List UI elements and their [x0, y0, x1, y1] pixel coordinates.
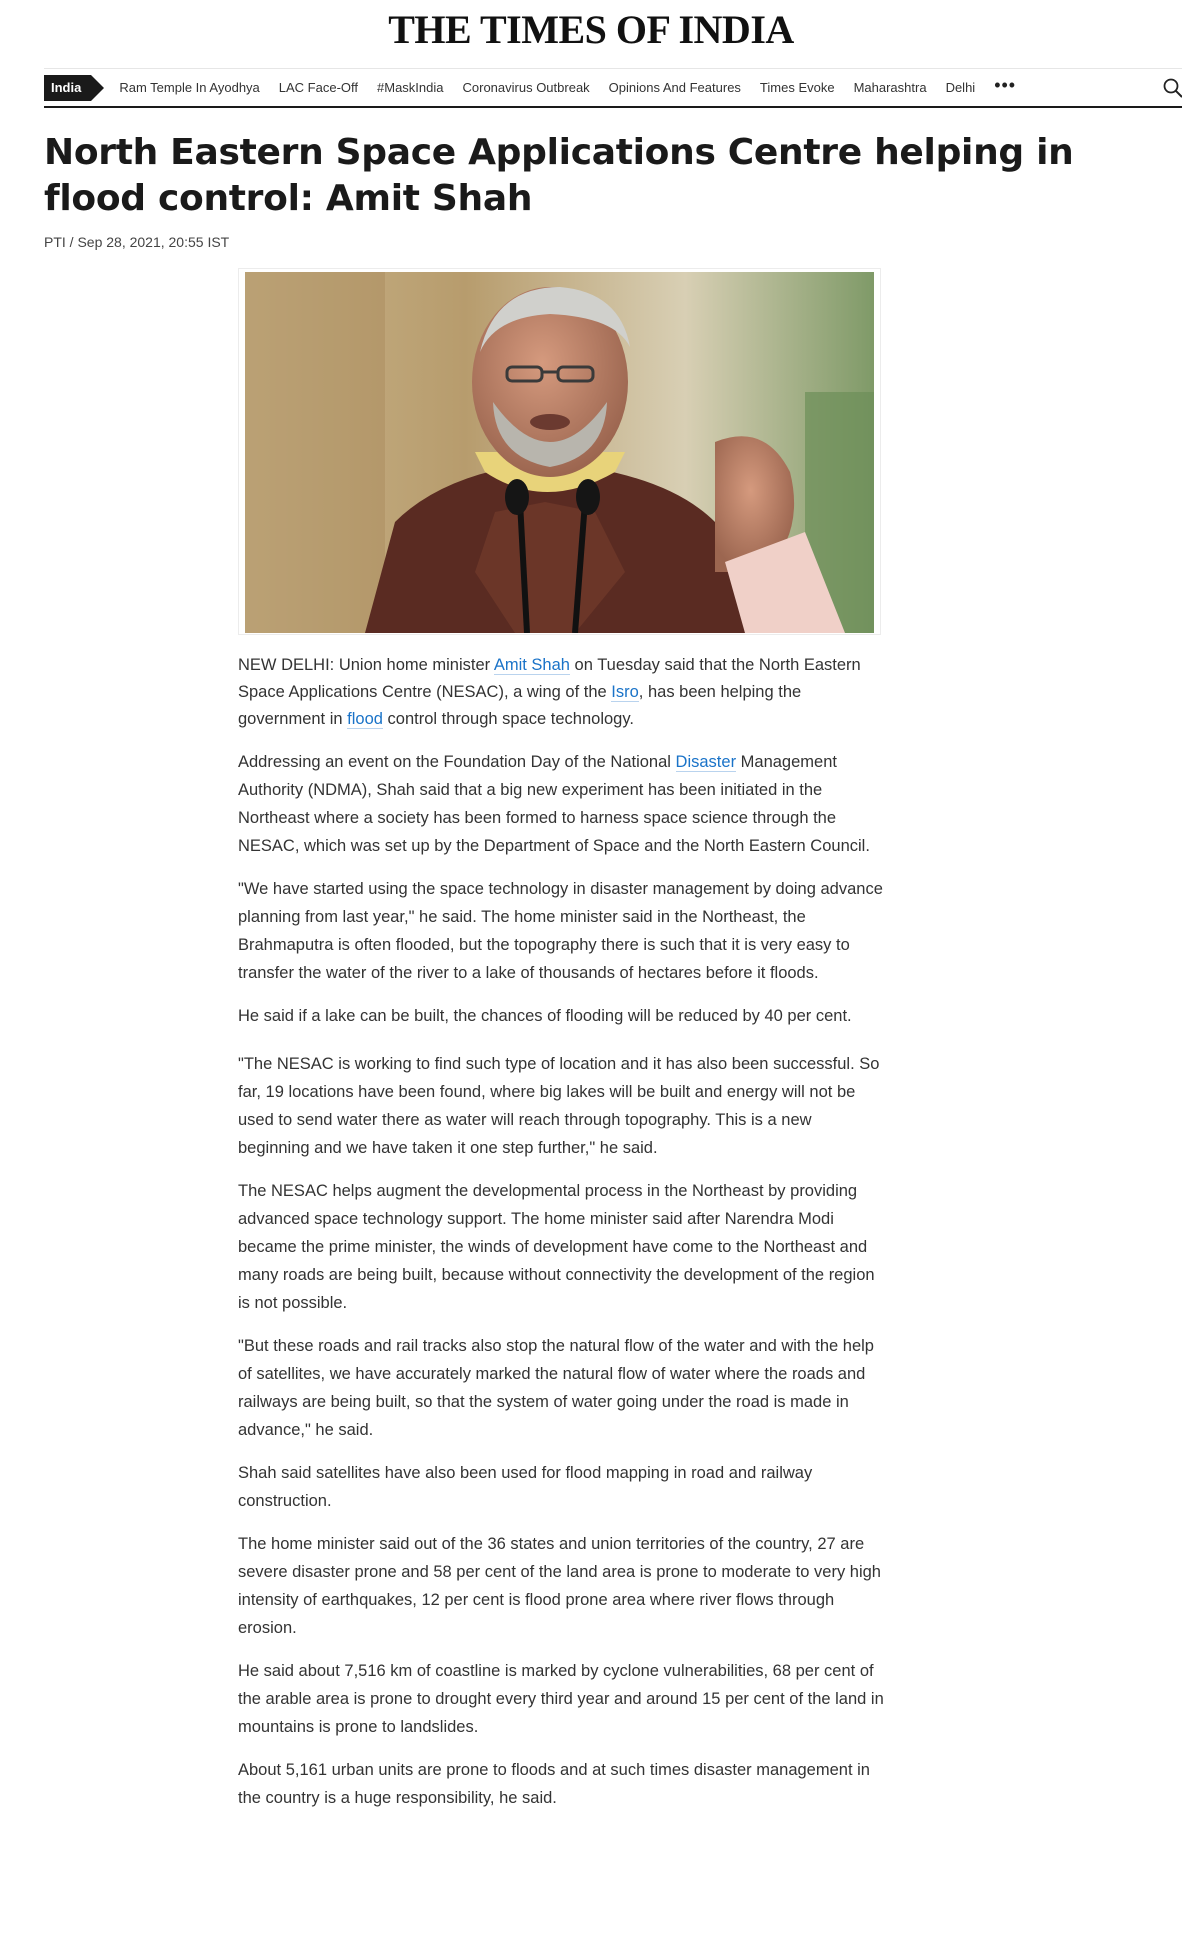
article-paragraph: Addressing an event on the Foundation Day of the National Disaster Management Authority (NDMA), Shah said that a big new experiment has been initiated in the Northeast where a society has been formed to harness space science through the NESAC, which was set up by the Department of Space and the North Eastern Council. — [238, 753, 870, 855]
nav-item-coronavirus[interactable]: Coronavirus Outbreak — [462, 80, 590, 95]
link-isro[interactable]: Isro — [611, 683, 639, 701]
search-icon[interactable] — [1162, 77, 1182, 99]
nav-item-lac-face-off[interactable]: LAC Face-Off — [278, 80, 359, 95]
nav-item-times-evoke[interactable]: Times Evoke — [759, 80, 835, 95]
nav-item-opinions[interactable]: Opinions And Features — [608, 80, 741, 95]
link-disaster[interactable]: Disaster — [675, 753, 737, 771]
nav-item-ram-temple[interactable]: Ram Temple In Ayodhya — [119, 80, 260, 95]
link-amit-shah[interactable]: Amit Shah — [493, 656, 570, 674]
article-byline: PTI / Sep 28, 2021, 20:55 IST — [44, 234, 230, 250]
link-flood[interactable]: flood — [347, 710, 383, 728]
article-paragraph: "The NESAC is working to find such type of location and it has also been successful. So far, 19 locations have been found, where big lakes will be built and energy will not be used to send water there as water will reach through topography. This is a new beginning and we have taken it one step further," he said. — [238, 1055, 880, 1157]
nav-section-tag[interactable]: India — [44, 75, 91, 101]
photo-amit-shah-icon — [245, 272, 874, 633]
article-paragraph: "We have started using the space technology in disaster management by doing advance planning from last year," he said. The home minister said in the Northeast, the Brahmaputra is often flooded, but the topography there is such that it is very easy to transfer the water of the river to a lake of thousands of hectares before it floods. — [238, 880, 883, 982]
article-paragraph: Shah said satellites have also been used for flood mapping in road and railway construction. — [238, 1464, 813, 1510]
article-title: North Eastern Space Applications Centre helping in flood control: Amit Shah — [44, 132, 1074, 219]
nav-item-maharashtra[interactable]: Maharashtra — [853, 80, 927, 95]
section-nav — [44, 68, 1182, 108]
article-photo — [238, 268, 881, 635]
more-icon[interactable]: ••• — [994, 75, 1017, 95]
article-paragraph: He said about 7,516 km of coastline is marked by cyclone vulnerabilities, 68 per cent of the arable area is prone to drought every third year and around 15 per cent of the land in mountains is prone to landslides. — [238, 1662, 884, 1736]
article-paragraph: He said if a lake can be built, the chances of flooding will be reduced by 40 per cent. — [238, 1007, 852, 1025]
article-body — [238, 652, 884, 1827]
masthead — [0, 0, 1182, 66]
article-paragraph: The home minister said out of the 36 states and union territories of the country, 27 are severe disaster prone and 58 per cent of the land area is prone to moderate to very high intensity of earthquakes, 12 per cent is flood prone area where river flows through erosion. — [238, 1535, 881, 1637]
article-paragraph: About 5,161 urban units are prone to floods and at such times disaster management in the country is a huge responsibility, he said. — [238, 1761, 870, 1807]
article-paragraph: The NESAC helps augment the developmental process in the Northeast by providing advanced space technology support. The home minister said after Narendra Modi became the prime minister, the winds of development have come to the Northeast and many roads are being built, because without connectivity the development of the region is not possible. — [238, 1182, 875, 1312]
nav-item-mask-india[interactable]: #MaskIndia — [377, 80, 444, 95]
article-paragraph: "But these roads and rail tracks also stop the natural flow of the water and with the help of satellites, we have accurately marked the natural flow of water where the roads and railways are being built, so that the system of water going under the road is made in advance," he said. — [238, 1337, 874, 1439]
nav-item-delhi[interactable]: Delhi — [945, 80, 976, 95]
article-paragraph: NEW DELHI: Union home minister Amit Shah on Tuesday said that the North Eastern Space Applications Centre (NESAC), a wing of the Isro, has been helping the government in flood control through space technology. — [238, 656, 861, 728]
site-logo[interactable]: THE TIMES OF INDIA — [388, 7, 794, 52]
